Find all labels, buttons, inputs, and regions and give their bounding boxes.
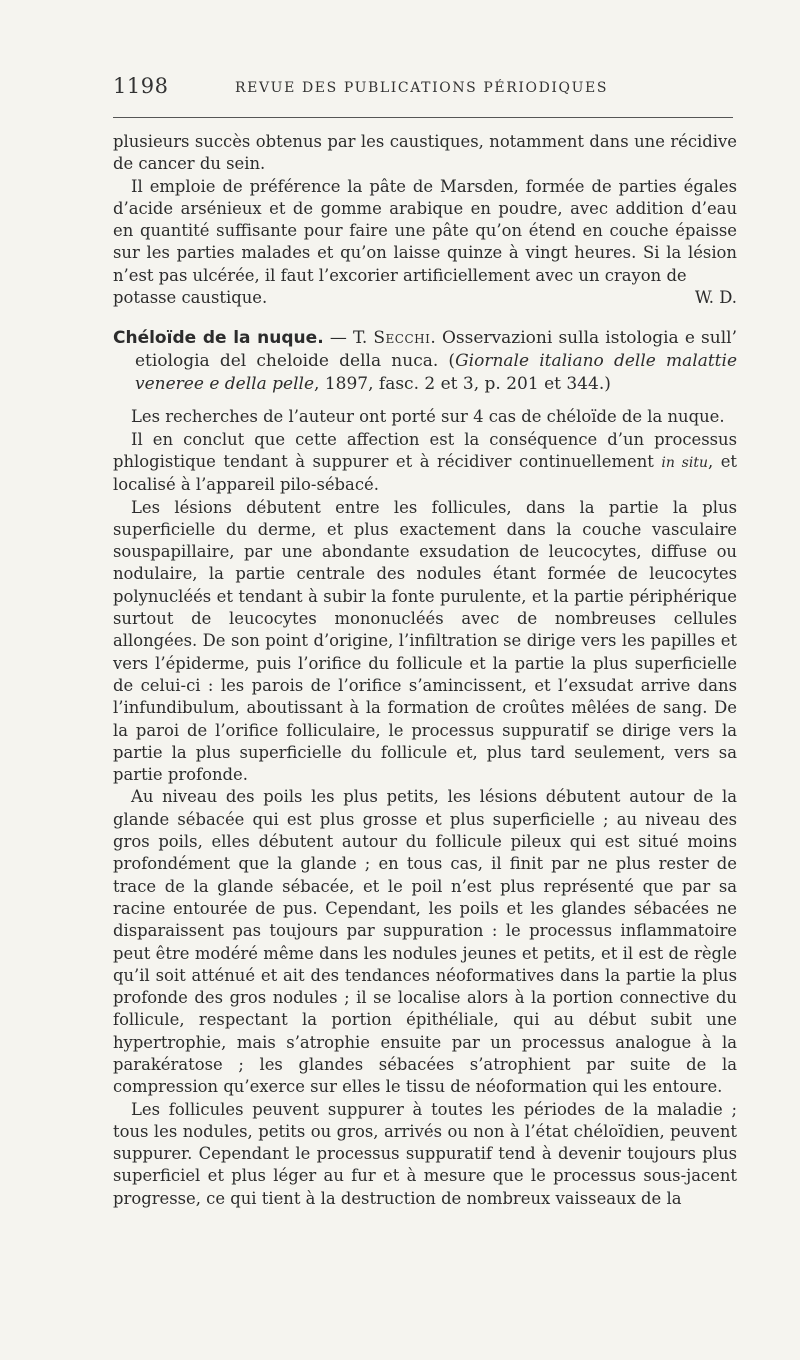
paragraph: Au niveau des poils les plus petits, les lésions débutent autour de la glande sébacée qui est plus grosse et plus superficielle ; au niveau des gros poils, elles débutent autour du follicule pileux qui est situé moins profondément que la glande ; en tous cas, il finit par ne plus rester de trace de la glande sébacée, et le poil n’est plus représenté que par sa racine entourée de pus. Cependant, les poils et les glandes sébacées ne disparaissent pas toujours par suppuration : le processus inflammatoire peut être modéré même dans les nodules jeunes et petits, et il est de règle qu’il soit atténué et ait des tendances néoformatives dans la partie la plus profonde des gros nodules ; il se localise alors à la portion connective du follicule, respectant la portion épithéliale, qui au début subit une hypertrophie, mais s’atrophie ensuite par un processus analogue à la parakératose ; les glandes sébacées s’atrophient par suite de la compression qu’exerce sur elles le tissu de néoformation qui les entoure.: [113, 787, 737, 1097]
reference-end: , 1897, fasc. 2 et 3, p. 201 et 344.): [314, 374, 611, 395]
page-number: 1198: [113, 74, 169, 98]
article-title: Chéloïde de la nuque.: [113, 328, 324, 349]
running-head: REVUE DES PUBLICATIONS PÉRIODIQUES: [235, 80, 609, 96]
heading-dash: — T.: [323, 328, 374, 349]
paragraph: Il emploie de préférence la pâte de Marsden, formée de parties égales d’acide arsénieux et de gomme arabique en poudre, avec addition d’eau en quantité suffisante pour faire une pâte qu’on étend en couche épaisse sur les parties malades et qu’on laisse quinze à vingt heures. Si la lésion n’est pas ulcérée, il faut l’excorier artificiellement avec un crayon de: [113, 176, 737, 285]
paragraph: plusieurs succès obtenus par les caustiques, notamment dans une récidive de cancer du sein.: [113, 132, 737, 174]
paragraph: Les recherches de l’auteur ont porté sur 4 cas de chéloïde de la nuque.: [131, 407, 725, 427]
header-rule: [113, 117, 733, 118]
body-text: [113, 131, 737, 1210]
paragraph: [113, 429, 737, 497]
signature: W. D.: [694, 288, 737, 308]
article-reference: . Osservazioni sulla istologia e sull’ etiologia del cheloide della nuca. (: [135, 328, 738, 372]
journal-title: Giornale italiano delle malattie veneree e della pelle: [135, 351, 737, 395]
latin-term: in situ: [661, 454, 708, 471]
paragraph: Les lésions débutent entre les follicules, dans la partie la plus superficielle du derme, et plus exactement dans la couche vasculaire souspapillaire, par une abondante exsudation de leucocytes, diffuse ou nodulaire, la partie centrale des nodules étant formée de leucocytes polynucléés et tendant à subir la fonte purulente, et la partie périphérique surtout de leucocytes mononucléés avec de nombreuses cellules allongées. De son point d’origine, l’infiltration se dirige vers les papilles et vers l’épiderme, puis l’orifice du follicule et la partie la plus superficielle de celui-ci : les parois de l’orifice s’amincissent, et l’exsudat arrive dans l’infundibulum, aboutissant à la formation de croûtes mêlées de sang. De la paroi de l’orifice folliculaire, le processus suppuratif se dirige vers la partie la plus superficielle du follicule et, plus tard seulement, vers sa partie profonde.: [113, 497, 737, 785]
article-author: Secchi: [373, 328, 431, 349]
paragraph-text: Il en conclut que cette affection est la conséquence d’un processus phlogistique tendant à suppurer et à récidiver continuellement: [113, 429, 737, 471]
article-heading: [113, 327, 737, 396]
paragraph: Les follicules peuvent suppurer à toutes les périodes de la maladie ; tous les nodules, petits ou gros, arrivés ou non à l’état chéloïdien, peuvent suppurer. Cependant le processus suppuratif tend à devenir toujours plus superficiel et plus léger au fur et à mesure que le processus sous-jacent progresse, ce qui tient à la destruction de nombreux vaisseaux de la: [113, 1099, 737, 1208]
paragraph-end: potasse caustique.: [113, 288, 268, 308]
paragraph-text: , et localisé à l’appareil pilo-sébacé.: [113, 451, 737, 495]
signature-line: [113, 287, 737, 309]
page-header: [113, 74, 733, 104]
